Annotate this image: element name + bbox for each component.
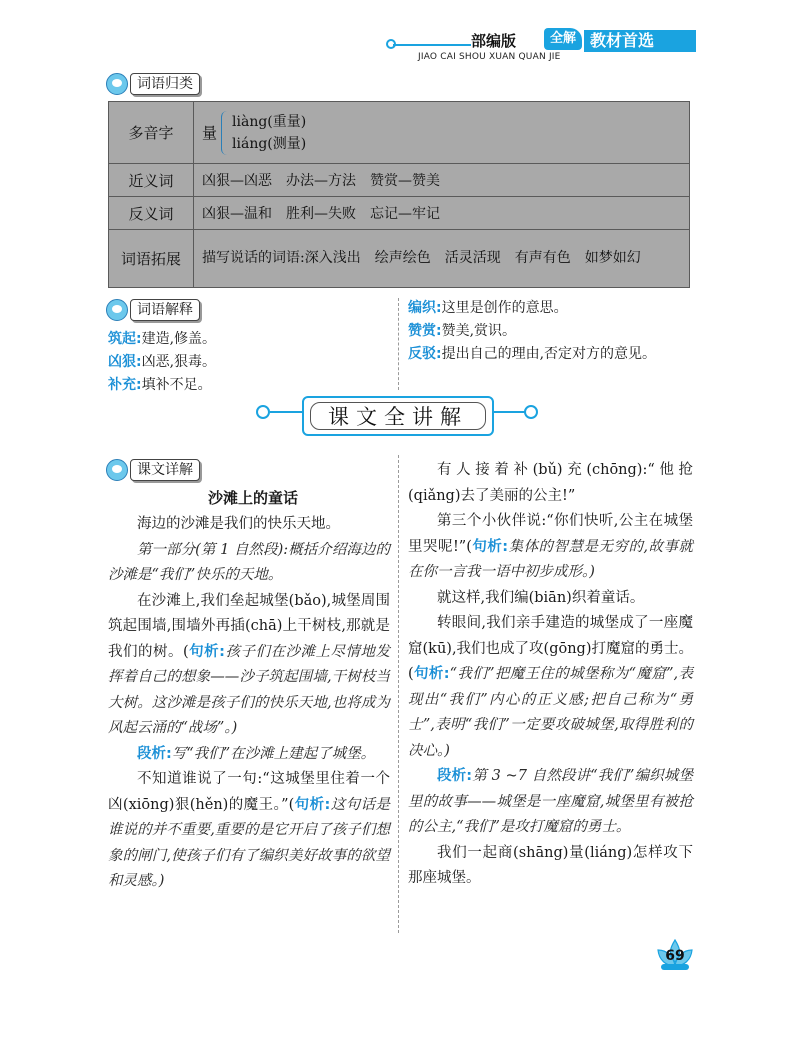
row-content: 凶狠—温和 胜利—失败 忘记—牢记	[194, 197, 690, 230]
mascot-icon	[106, 73, 128, 95]
story-title: 沙滩上的童话	[207, 489, 298, 507]
section-tag-word-explain	[106, 299, 200, 321]
polyphone-char: 量	[202, 124, 218, 142]
section-tag-word-classify	[106, 73, 200, 95]
header-ornament-line	[393, 44, 471, 46]
section-label: 词语归类	[130, 73, 200, 95]
definition-item: 编织:这里是创作的意思。	[408, 300, 568, 316]
definitions-right	[408, 297, 693, 366]
section-label: 课文详解	[130, 459, 200, 481]
table-row-antonyms	[109, 197, 690, 230]
story-column-right	[408, 458, 693, 892]
header-edition: 部编版	[471, 32, 517, 50]
banner-ornament-dot-right	[524, 405, 538, 419]
row-header: 多音字	[109, 102, 194, 164]
story-column-left	[108, 512, 390, 895]
story-paragraph: 第三个小伙伴说:“你们快听,公主在城堡里哭呢!”(句析:集体的智慧是无穷的,故事就在你一言我一语中初步成形。)	[408, 513, 693, 580]
definition-item: 赞赏:赞美,赏识。	[408, 323, 517, 339]
table-row-expand	[109, 230, 690, 288]
row-content: 描写说话的词语:深入浅出 绘声绘色 活灵活现 有声有色 如梦如幻	[194, 230, 690, 288]
table-row-synonyms	[109, 164, 690, 197]
definition-item: 凶狠:凶恶,狠毒。	[108, 354, 217, 370]
polyphone-reading-2: liáng(测量)	[232, 135, 307, 152]
story-paragraph: 段析:第 3 ~7 自然段讲“我们”编织城堡里的故事——城堡是一座魔窟,城堡里有被抢的公主,“我们”是攻打魔窟的勇士。	[408, 768, 693, 835]
definition-item: 补充:填补不足。	[108, 377, 212, 393]
story-paragraph: 不知道谁说了一句:“这城堡里住着一个凶(xiōng)狠(hěn)的魔王。”(句析:这句话是谁说的并不重要,重要的是它开启了孩子们想象的闸门,使孩子们有了编织美好故事的欲望和灵感。)	[108, 771, 390, 889]
vocab-table	[108, 101, 690, 288]
row-content: 凶狠—凶恶 办法—方法 赞赏—赞美	[194, 164, 690, 197]
header-brand: 教材首选	[584, 30, 696, 52]
row-header: 反义词	[109, 197, 194, 230]
row-header: 近义词	[109, 164, 194, 197]
mascot-icon	[106, 459, 128, 481]
definition-item: 反驳:提出自己的理由,否定对方的意见。	[408, 346, 657, 362]
column-divider	[398, 298, 399, 390]
story-paragraph: 转眼间,我们亲手建造的城堡成了一座魔窟(kū),我们也成了攻(gōng)打魔窟的勇士。(句析:“我们”把魔王住的城堡称为“魔窟”,表现出“我们”内心的正义感;把自己称为“勇士”,表明“我们”一定要攻破城堡,取得胜利的决心。)	[408, 615, 693, 759]
story-paragraph: 海边的沙滩是我们的快乐天地。	[137, 516, 340, 532]
section-banner	[302, 396, 494, 436]
story-paragraph: 第一部分(第 1 自然段):概括介绍海边的沙滩是“我们”快乐的天地。	[108, 541, 390, 583]
page-number: 69	[665, 948, 685, 964]
header-pinyin: JIAO CAI SHOU XUAN QUAN JIE	[418, 52, 561, 62]
story-paragraph: 段析:写“我们”在沙滩上建起了城堡。	[137, 745, 376, 762]
header-badge: 全解	[544, 28, 582, 50]
story-paragraph: 我们一起商(shāng)量(liáng)怎样攻下那座城堡。	[408, 844, 693, 886]
row-content	[194, 102, 690, 164]
mascot-icon	[106, 299, 128, 321]
row-header: 词语拓展	[109, 230, 194, 288]
section-label: 词语解释	[130, 299, 200, 321]
table-row-polyphone	[109, 102, 690, 164]
brace-icon	[221, 111, 228, 155]
banner-ornament-dot-left	[256, 405, 270, 419]
story-paragraph: 在沙滩上,我们垒起城堡(bǎo),城堡周围筑起围墙,围墙外再插(chā)上干树枝,那就是我们的树。(句析:孩子们在沙滩上尽情地发挥着自己的想象——沙子筑起围墙,干树枝当大树。这沙滩是孩子们的快乐天地,也将成为风起云涌的“战场”。)	[108, 592, 390, 736]
definitions-left	[108, 328, 388, 397]
section-tag-text-detail	[106, 459, 200, 481]
banner-title: 课文全讲解	[310, 402, 486, 430]
definition-item: 筑起:建造,修盖。	[108, 331, 217, 347]
polyphone-reading-1: liàng(重量)	[232, 113, 307, 130]
banner-ornament-line-left	[270, 411, 304, 413]
story-paragraph: 就这样,我们编(biān)织着童话。	[437, 589, 645, 606]
story-paragraph: 有人接着补(bǔ)充(chōng):“他抢(qiǎng)去了美丽的公主!”	[408, 462, 693, 504]
banner-ornament-line-right	[492, 411, 526, 413]
column-divider	[398, 455, 399, 933]
